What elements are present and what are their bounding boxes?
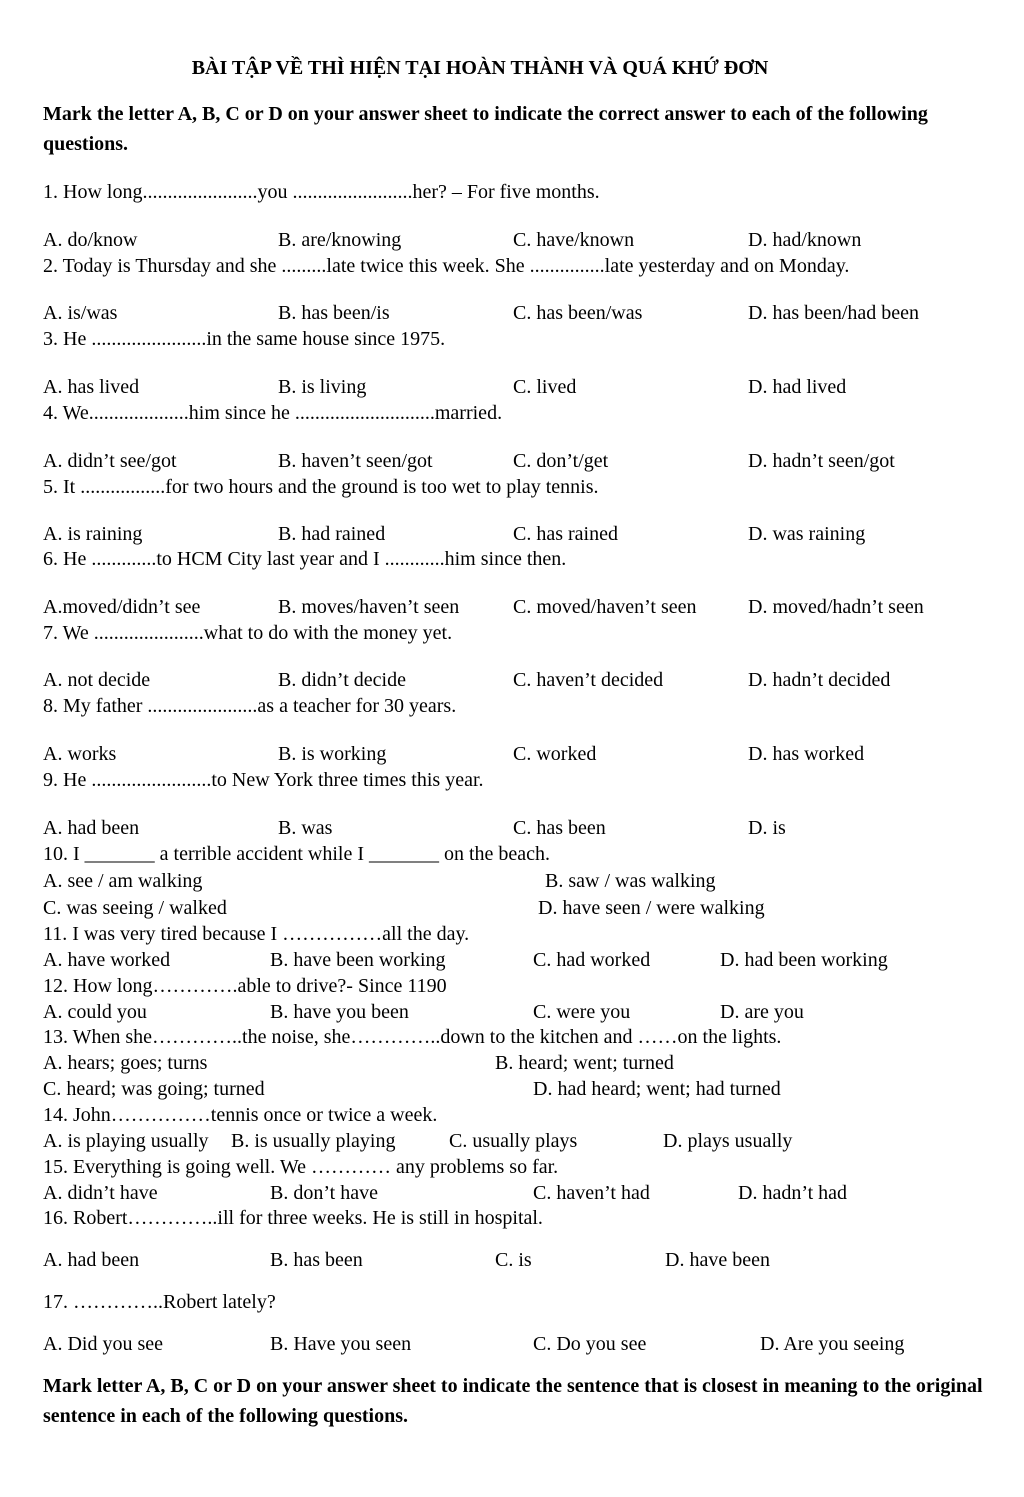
instruction-1: Mark the letter A, B, C or D on your answer sheet to indicate the correct answer to each of the following questions.	[43, 103, 928, 155]
option-13a[interactable]: A. hears; goes; turns	[43, 1052, 208, 1074]
option-7a[interactable]: A. not decide	[43, 669, 151, 691]
question-7: 7. We ......................what to do with the money yet.	[43, 622, 453, 644]
option-13c[interactable]: C. heard; was going; turned	[43, 1078, 265, 1100]
option-6a[interactable]: A.moved/didn’t see	[43, 596, 201, 618]
option-16b[interactable]: B. has been	[270, 1249, 363, 1271]
option-16d[interactable]: D. have been	[665, 1249, 770, 1271]
option-14d[interactable]: D. plays usually	[663, 1130, 793, 1152]
question-2: 2. Today is Thursday and she .........late twice this week. She ...............late yesterday and on Monday.	[43, 255, 850, 277]
option-17c[interactable]: C. Do you see	[533, 1333, 647, 1355]
option-10d[interactable]: D. have seen / were walking	[538, 897, 765, 919]
question-13: 13. When she…………..the noise, she…………..down to the kitchen and ……on the lights.	[43, 1026, 782, 1048]
option-11a[interactable]: A. have worked	[43, 949, 171, 971]
option-16a[interactable]: A. had been	[43, 1249, 140, 1271]
option-2b[interactable]: B. has been/is	[278, 302, 390, 324]
option-12d[interactable]: D. are you	[720, 1001, 804, 1023]
question-16: 16. Robert…………..ill for three weeks. He is still in hospital.	[43, 1207, 543, 1229]
option-13d[interactable]: D. had heard; went; had turned	[533, 1078, 781, 1100]
option-3c[interactable]: C. lived	[513, 376, 577, 398]
question-5: 5. It .................for two hours and the ground is too wet to play tennis.	[43, 476, 599, 498]
option-1b[interactable]: B. are/knowing	[278, 229, 402, 251]
option-3a[interactable]: A. has lived	[43, 376, 140, 398]
option-8d[interactable]: D. has worked	[748, 743, 865, 765]
option-17a[interactable]: A. Did you see	[43, 1333, 163, 1355]
option-12b[interactable]: B. have you been	[270, 1001, 409, 1023]
option-5a[interactable]: A. is raining	[43, 523, 143, 545]
option-8c[interactable]: C. worked	[513, 743, 597, 765]
option-4d[interactable]: D. hadn’t seen/got	[748, 450, 895, 472]
option-12a[interactable]: A. could you	[43, 1001, 147, 1023]
option-1c[interactable]: C. have/known	[513, 229, 635, 251]
option-6d[interactable]: D. moved/hadn’t seen	[748, 596, 924, 618]
option-15a[interactable]: A. didn’t have	[43, 1182, 158, 1204]
question-15: 15. Everything is going well. We ………… any problems so far.	[43, 1156, 559, 1178]
option-16c[interactable]: C. is	[495, 1249, 532, 1271]
question-12: 12. How long………….able to drive?- Since 1190	[43, 975, 447, 997]
option-7c[interactable]: C. haven’t decided	[513, 669, 664, 691]
option-14c[interactable]: C. usually plays	[449, 1130, 578, 1152]
option-9b[interactable]: B. was	[278, 817, 333, 839]
option-11b[interactable]: B. have been working	[270, 949, 446, 971]
option-10c[interactable]: C. was seeing / walked	[43, 897, 227, 919]
question-1: 1. How long.......................you ........................her? – For five months.	[43, 181, 600, 203]
question-17: 17. …………..Robert lately?	[43, 1291, 276, 1313]
option-2c[interactable]: C. has been/was	[513, 302, 643, 324]
option-7b[interactable]: B. didn’t decide	[278, 669, 406, 691]
option-8a[interactable]: A. works	[43, 743, 117, 765]
option-3d[interactable]: D. had lived	[748, 376, 847, 398]
option-11c[interactable]: C. had worked	[533, 949, 651, 971]
option-11d[interactable]: D. had been working	[720, 949, 888, 971]
option-4b[interactable]: B. haven’t seen/got	[278, 450, 433, 472]
page-title: BÀI TẬP VỀ THÌ HIỆN TẠI HOÀN THÀNH VÀ QUÁ KHỨ ĐƠN	[191, 57, 769, 79]
question-8: 8. My father ......................as a teacher for 30 years.	[43, 695, 457, 717]
option-12c[interactable]: C. were you	[533, 1001, 631, 1023]
option-15d[interactable]: D. hadn’t had	[738, 1182, 848, 1204]
option-14b[interactable]: B. is usually playing	[231, 1130, 396, 1152]
option-15b[interactable]: B. don’t have	[270, 1182, 378, 1204]
question-11: 11. I was very tired because I ……………all the day.	[43, 923, 470, 945]
option-14a[interactable]: A. is playing usually	[43, 1130, 209, 1152]
option-1a[interactable]: A. do/know	[43, 229, 138, 251]
question-10: 10. I _______ a terrible accident while I _______ on the beach.	[43, 843, 551, 865]
option-5d[interactable]: D. was raining	[748, 523, 866, 545]
option-4a[interactable]: A. didn’t see/got	[43, 450, 177, 472]
option-9d[interactable]: D. is	[748, 817, 786, 839]
option-17d[interactable]: D. Are you seeing	[760, 1333, 905, 1355]
option-8b[interactable]: B. is working	[278, 743, 387, 765]
option-10a[interactable]: A. see / am walking	[43, 870, 203, 892]
question-6: 6. He .............to HCM City last year and I ............him since then.	[43, 548, 567, 570]
option-9a[interactable]: A. had been	[43, 817, 140, 839]
option-10b[interactable]: B. saw / was walking	[545, 870, 716, 892]
question-9: 9. He ........................to New York three times this year.	[43, 769, 484, 791]
option-17b[interactable]: B. Have you seen	[270, 1333, 412, 1355]
instruction-2: Mark letter A, B, C or D on your answer sheet to indicate the sentence that is closest in meaning to the original sentence in each of the following questions.	[43, 1375, 983, 1427]
option-5b[interactable]: B. had rained	[278, 523, 386, 545]
option-1d[interactable]: D. had/known	[748, 229, 862, 251]
option-7d[interactable]: D. hadn’t decided	[748, 669, 891, 691]
option-9c[interactable]: C. has been	[513, 817, 606, 839]
option-6b[interactable]: B. moves/haven’t seen	[278, 596, 460, 618]
question-14: 14. John……………tennis once or twice a week.	[43, 1104, 438, 1126]
option-15c[interactable]: C. haven’t had	[533, 1182, 650, 1204]
option-2a[interactable]: A. is/was	[43, 302, 118, 324]
option-3b[interactable]: B. is living	[278, 376, 367, 398]
option-6c[interactable]: C. moved/haven’t seen	[513, 596, 697, 618]
question-3: 3. He .......................in the same house since 1975.	[43, 328, 446, 350]
option-4c[interactable]: C. don’t/get	[513, 450, 609, 472]
question-4: 4. We....................him since he ............................married.	[43, 402, 503, 424]
option-5c[interactable]: C. has rained	[513, 523, 618, 545]
option-13b[interactable]: B. heard; went; turned	[495, 1052, 674, 1074]
option-2d[interactable]: D. has been/had been	[748, 302, 920, 324]
